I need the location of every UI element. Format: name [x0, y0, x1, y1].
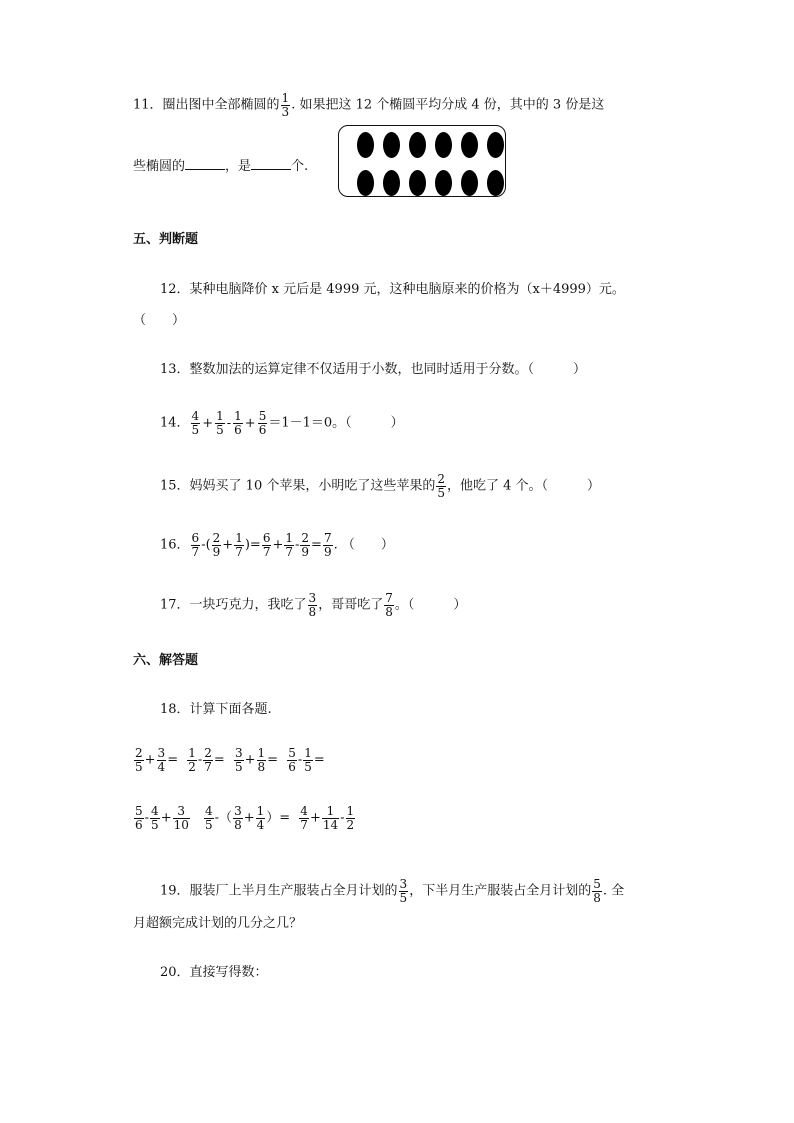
ellipse[interactable]	[383, 132, 400, 158]
fraction: $\frac{1}{5}$	[216, 409, 224, 437]
ellipse[interactable]	[435, 132, 452, 158]
answer-blank[interactable]	[251, 157, 291, 170]
q15-line: 15．妈妈买了 10 个苹果，小明吃了这些苹果的 $\frac{2}{5}$ ，他吃了 4 个。（ ）	[160, 472, 601, 500]
fraction: $\frac{1}{6}$	[234, 409, 242, 437]
fraction: $\frac{2}{7}$	[204, 746, 212, 774]
q18-row1: $\frac{2}{5}$ + $\frac{3}{4}$ = $\frac{1}{2}$ - $\frac{2}{7}$ = $\frac{3}{5}$ + $\frac{1}{8}$ = $\frac{5}{6}$ - $\frac{1}{5}$ =	[135, 746, 325, 774]
ellipse[interactable]	[409, 132, 426, 158]
fraction: $\frac{4}{7}$	[300, 804, 308, 832]
fraction: $\frac{4}{5}$	[191, 409, 200, 437]
fraction: $\frac{1}{7}$	[235, 531, 243, 559]
q11-text-b: . 如果把这 12 个椭圆平均分成 4 份，其中的 3 份是这	[291, 97, 605, 113]
fraction: $\frac{4}{5}$	[205, 804, 213, 832]
ellipse[interactable]	[357, 132, 374, 158]
fraction: $\frac{3}{8}$	[234, 804, 242, 832]
fraction: $\frac{3}{5}$	[399, 877, 408, 905]
fraction: $\frac{5}{6}$	[258, 409, 267, 437]
fraction: $\frac{4}{5}$	[151, 804, 159, 832]
fraction: $\frac{3}{8}$	[308, 591, 317, 619]
fraction: $\frac{1}{8}$	[257, 746, 266, 774]
fraction: $\frac{1}{4}$	[256, 804, 265, 832]
fraction: $\frac{1}{7}$	[285, 531, 293, 559]
q17-line: 17．一块巧克力，我吃了 $\frac{3}{8}$ ，哥哥吃了 $\frac{7}{8}$ 。（ ）	[160, 591, 467, 619]
fraction: $\frac{6}{7}$	[262, 531, 271, 559]
fraction: $\frac{5}{6}$	[135, 804, 143, 832]
fraction: $\frac{5}{6}$	[288, 746, 296, 774]
fraction: $\frac{7}{8}$	[385, 591, 393, 619]
q12-line2[interactable]: （ ）	[133, 313, 186, 328]
fraction: $\frac{7}{9}$	[323, 531, 332, 559]
q20-text: 20．直接写得数：	[160, 965, 268, 980]
q18-row2: $\frac{5}{6}$ - $\frac{4}{5}$ + $\frac{3}{10}$ $\frac{4}{5}$ -（ $\frac{3}{8}$ + $\frac{1}{4}$ ）= $\frac{4}{7}$ + $\frac{1}{14}$ - $\frac{1}{2}$	[135, 804, 355, 832]
fraction: $\frac{6}{7}$	[191, 531, 200, 559]
q11-line2	[133, 157, 308, 173]
fraction: $\frac{3}{10}$	[173, 804, 189, 832]
q19-line1: 19．服装厂上半月生产服装占全月计划的 $\frac{3}{5}$ ，下半月生产服装占全月计划的 $\frac{5}{8}$ . 全	[160, 877, 625, 905]
fraction: $\frac{3}{4}$	[157, 746, 166, 774]
ellipse[interactable]	[357, 170, 374, 196]
ellipse[interactable]	[383, 170, 400, 196]
q12-line1: 12．某种电脑降价 x 元后是 4999 元，这种电脑原来的价格为（x＋4999）元。	[160, 282, 625, 297]
q11-text-d: ，是	[225, 159, 252, 174]
fraction: $\frac{2}{9}$	[301, 531, 310, 559]
section-heading-6: 六、解答题	[133, 653, 199, 668]
q14-line: 14． $\frac{4}{5}$ + $\frac{1}{5}$ - $\frac{1}{6}$ + $\frac{5}{6}$ ＝1－1＝0。（ ）	[160, 409, 404, 437]
fraction: $\frac{2}{5}$	[437, 472, 445, 500]
ellipse[interactable]	[461, 170, 478, 196]
fraction: $\frac{1}{5}$	[304, 746, 312, 774]
q16-line: 16． $\frac{6}{7}$ -( $\frac{2}{9}$ + $\frac{1}{7}$ )= $\frac{6}{7}$ + $\frac{1}{7}$ - $\frac{2}{9}$ = $\frac{7}{9}$ . （ ）	[160, 531, 394, 559]
answer-blank[interactable]	[185, 157, 225, 170]
ellipse[interactable]	[409, 170, 426, 196]
fraction: $\frac{5}{8}$	[593, 877, 601, 905]
ellipse[interactable]	[487, 132, 504, 158]
fraction: $\frac{1}{3}$	[281, 91, 290, 119]
ellipse[interactable]	[461, 132, 478, 158]
q11-text-a: 11．圈出图中全部椭圆的	[133, 97, 280, 113]
fraction: $\frac{3}{5}$	[234, 746, 243, 774]
q18-title: 18．计算下面各题.	[160, 702, 272, 717]
ellipse[interactable]	[435, 170, 452, 196]
section-heading-5: 五、判断题	[133, 232, 199, 247]
q11-line1	[133, 92, 604, 118]
q11-text-e: 个.	[291, 159, 309, 174]
fraction: $\frac{2}{5}$	[135, 746, 143, 774]
q19-line2: 月超额完成计划的几分之几？	[133, 916, 303, 931]
q13-text: 13．整数加法的运算定律不仅适用于小数，也同时适用于分数。（ ）	[160, 362, 587, 377]
fraction: $\frac{1}{2}$	[346, 804, 355, 832]
fraction: $\frac{1}{2}$	[188, 746, 196, 774]
fraction: $\frac{1}{14}$	[322, 804, 339, 832]
q11-text-c: 些椭圆的	[133, 159, 186, 174]
fraction: $\frac{2}{9}$	[212, 531, 221, 559]
ellipse-figure[interactable]	[338, 125, 506, 197]
ellipse[interactable]	[487, 170, 504, 196]
